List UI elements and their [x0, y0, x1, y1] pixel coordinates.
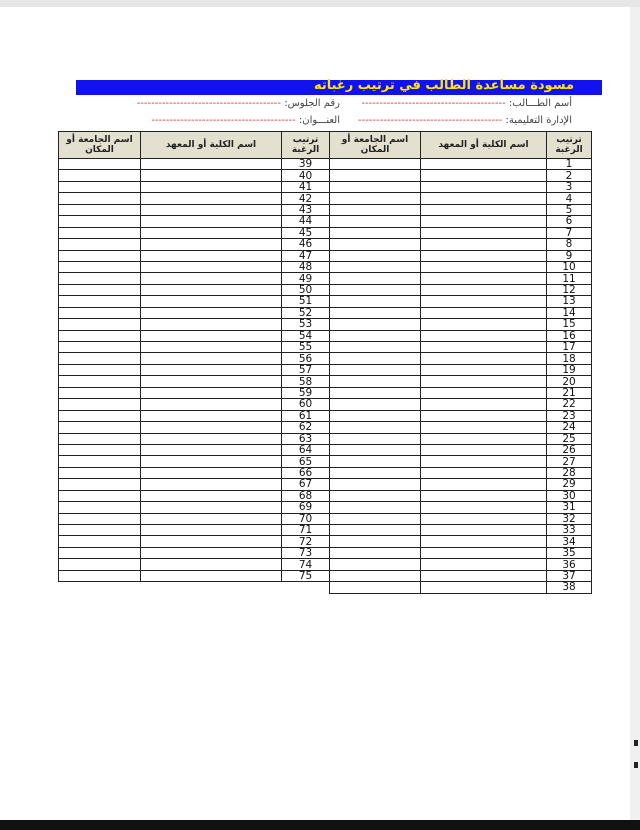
table-row — [59, 364, 592, 375]
rank-number-left: 73 — [282, 547, 330, 558]
table-row — [59, 227, 592, 238]
university-cell-right[interactable] — [330, 444, 421, 455]
university-cell-right[interactable] — [330, 570, 421, 581]
seat-number-row — [137, 98, 340, 110]
edu-admin-row — [358, 115, 572, 127]
college-cell-left[interactable] — [141, 204, 282, 215]
rank-number-left: 74 — [282, 559, 330, 570]
college-cell-left[interactable] — [141, 525, 282, 536]
rank-number-left: 63 — [282, 433, 330, 444]
edge-mark — [634, 740, 638, 746]
wishes-table — [58, 131, 592, 594]
rank-number-left: 59 — [282, 387, 330, 398]
college-cell-left[interactable] — [141, 261, 282, 272]
table-row — [59, 216, 592, 227]
table-row — [59, 319, 592, 330]
rank-number-left: 40 — [282, 170, 330, 181]
table-header-row — [59, 132, 592, 159]
table-row — [59, 502, 592, 513]
college-cell-right[interactable] — [421, 261, 547, 272]
university-cell-right[interactable] — [330, 364, 421, 375]
rank-number-left: 42 — [282, 193, 330, 204]
rank-number-left: 46 — [282, 239, 330, 250]
rank-number-right: 22 — [547, 399, 592, 410]
college-cell-right[interactable] — [421, 227, 547, 238]
table-row — [59, 239, 592, 250]
college-cell-left[interactable] — [141, 399, 282, 410]
college-cell-right[interactable] — [421, 193, 547, 204]
university-cell-right[interactable] — [330, 159, 421, 170]
rank-number-right: 30 — [547, 490, 592, 501]
rank-number-right: 38 — [547, 582, 592, 593]
rank-number-left: 44 — [282, 216, 330, 227]
college-cell-left[interactable] — [141, 239, 282, 250]
header-university-left: اسم الجامعة أو المكان — [59, 132, 141, 159]
rank-number-left: 65 — [282, 456, 330, 467]
college-cell-left[interactable] — [141, 330, 282, 341]
table-row — [59, 479, 592, 490]
rank-number-left: 66 — [282, 467, 330, 478]
university-cell-left[interactable] — [59, 319, 141, 330]
college-cell-right[interactable] — [421, 181, 547, 192]
university-cell-left[interactable] — [59, 216, 141, 227]
college-cell-left[interactable] — [141, 444, 282, 455]
college-cell-right[interactable] — [421, 513, 547, 524]
rank-number-left: 48 — [282, 261, 330, 272]
college-cell-right[interactable] — [421, 399, 547, 410]
college-cell-right[interactable] — [421, 456, 547, 467]
rank-number-right: 14 — [547, 307, 592, 318]
university-cell-left[interactable] — [59, 170, 141, 181]
rank-number-right: 2 — [547, 170, 592, 181]
university-cell-right[interactable] — [330, 353, 421, 364]
college-cell-right[interactable] — [421, 490, 547, 501]
table-row — [59, 307, 592, 318]
rank-number-right: 9 — [547, 250, 592, 261]
table-row — [59, 422, 592, 433]
table-row — [59, 444, 592, 455]
rank-number-left: 58 — [282, 376, 330, 387]
college-cell-left[interactable] — [141, 227, 282, 238]
rank-number-left: 47 — [282, 250, 330, 261]
rank-number-left: 55 — [282, 342, 330, 353]
rank-number-right: 11 — [547, 273, 592, 284]
college-cell-right[interactable] — [421, 204, 547, 215]
rank-number-left: 56 — [282, 353, 330, 364]
university-cell-right[interactable] — [330, 307, 421, 318]
college-cell-left[interactable] — [141, 456, 282, 467]
university-cell-left[interactable] — [59, 193, 141, 204]
rank-number-left: 45 — [282, 227, 330, 238]
university-cell-right[interactable] — [330, 319, 421, 330]
university-cell-left[interactable] — [59, 273, 141, 284]
table-row — [59, 273, 592, 284]
college-cell-right[interactable] — [421, 559, 547, 570]
university-cell-right[interactable] — [330, 467, 421, 478]
college-cell-right[interactable] — [421, 296, 547, 307]
university-cell-right[interactable] — [330, 284, 421, 295]
college-cell-right[interactable] — [421, 353, 547, 364]
university-cell-right[interactable] — [330, 250, 421, 261]
university-cell-right[interactable] — [330, 513, 421, 524]
empty-cell — [282, 582, 330, 593]
rank-number-left: 70 — [282, 513, 330, 524]
university-cell-right[interactable] — [330, 582, 421, 593]
table-row — [59, 536, 592, 547]
rank-number-right: 12 — [547, 284, 592, 295]
college-cell-right[interactable] — [421, 170, 547, 181]
rank-number-left: 72 — [282, 536, 330, 547]
college-cell-left[interactable] — [141, 296, 282, 307]
university-cell-left[interactable] — [59, 479, 141, 490]
university-cell-right[interactable] — [330, 479, 421, 490]
rank-number-left: 69 — [282, 502, 330, 513]
university-cell-left[interactable] — [59, 570, 141, 581]
rank-number-left: 49 — [282, 273, 330, 284]
university-cell-left[interactable] — [59, 250, 141, 261]
student-name-label: أسم الطـــالب: — [508, 98, 572, 109]
empty-cell — [59, 582, 141, 593]
university-cell-right[interactable] — [330, 422, 421, 433]
college-cell-left[interactable] — [141, 193, 282, 204]
empty-cell — [141, 582, 282, 593]
college-cell-right[interactable] — [421, 376, 547, 387]
university-cell-right[interactable] — [330, 490, 421, 501]
university-cell-right[interactable] — [330, 170, 421, 181]
college-cell-left[interactable] — [141, 181, 282, 192]
university-cell-left[interactable] — [59, 399, 141, 410]
college-cell-left[interactable] — [141, 273, 282, 284]
university-cell-left[interactable] — [59, 159, 141, 170]
college-cell-left[interactable] — [141, 342, 282, 353]
rank-number-left: 57 — [282, 364, 330, 375]
college-cell-right[interactable] — [421, 422, 547, 433]
college-cell-left[interactable] — [141, 467, 282, 478]
university-cell-left[interactable] — [59, 330, 141, 341]
university-cell-right[interactable] — [330, 204, 421, 215]
rank-number-right: 27 — [547, 456, 592, 467]
college-cell-left[interactable] — [141, 387, 282, 398]
college-cell-right[interactable] — [421, 216, 547, 227]
rank-number-left: 54 — [282, 330, 330, 341]
edge-mark — [634, 762, 638, 768]
rank-number-left: 51 — [282, 296, 330, 307]
title-banner — [76, 80, 602, 95]
rank-number-right: 4 — [547, 193, 592, 204]
rank-number-left: 39 — [282, 159, 330, 170]
college-cell-right[interactable] — [421, 364, 547, 375]
university-cell-right[interactable] — [330, 193, 421, 204]
rank-number-right: 31 — [547, 502, 592, 513]
university-cell-left[interactable] — [59, 227, 141, 238]
rank-number-right: 32 — [547, 513, 592, 524]
university-cell-left[interactable] — [59, 239, 141, 250]
rank-number-left: 53 — [282, 319, 330, 330]
college-cell-right[interactable] — [421, 387, 547, 398]
university-cell-left[interactable] — [59, 467, 141, 478]
university-cell-right[interactable] — [330, 239, 421, 250]
table-row — [59, 410, 592, 421]
university-cell-left[interactable] — [59, 284, 141, 295]
address-label: العنـــوان: — [298, 115, 340, 126]
form-title: مسودة مساعدة الطالب في ترتيب رغباته — [313, 78, 574, 93]
table-row — [59, 342, 592, 353]
university-cell-right[interactable] — [330, 410, 421, 421]
rank-number-right: 25 — [547, 433, 592, 444]
university-cell-right[interactable] — [330, 296, 421, 307]
rank-number-right: 21 — [547, 387, 592, 398]
college-cell-left[interactable] — [141, 536, 282, 547]
page-right-margin — [630, 7, 640, 820]
rank-number-right: 33 — [547, 525, 592, 536]
rank-number-left: 60 — [282, 399, 330, 410]
rank-number-right: 10 — [547, 261, 592, 272]
university-cell-right[interactable] — [330, 273, 421, 284]
table-row — [59, 399, 592, 410]
university-cell-left[interactable] — [59, 422, 141, 433]
table-row — [59, 204, 592, 215]
university-cell-right[interactable] — [330, 559, 421, 570]
college-cell-right[interactable] — [421, 284, 547, 295]
college-cell-right[interactable] — [421, 525, 547, 536]
rank-number-right: 17 — [547, 342, 592, 353]
university-cell-right[interactable] — [330, 525, 421, 536]
table-row — [59, 513, 592, 524]
table-row — [59, 559, 592, 570]
rank-number-right: 3 — [547, 181, 592, 192]
college-cell-right[interactable] — [421, 444, 547, 455]
college-cell-left[interactable] — [141, 410, 282, 421]
university-cell-left[interactable] — [59, 456, 141, 467]
university-cell-left[interactable] — [59, 364, 141, 375]
rank-number-right: 26 — [547, 444, 592, 455]
rank-number-left: 67 — [282, 479, 330, 490]
college-cell-right[interactable] — [421, 342, 547, 353]
college-cell-left[interactable] — [141, 376, 282, 387]
rank-number-right: 29 — [547, 479, 592, 490]
university-cell-left[interactable] — [59, 376, 141, 387]
table-row — [59, 193, 592, 204]
table-row — [59, 296, 592, 307]
university-cell-left[interactable] — [59, 307, 141, 318]
college-cell-right[interactable] — [421, 330, 547, 341]
window-bottom-edge — [0, 820, 640, 830]
university-cell-right[interactable] — [330, 502, 421, 513]
header-rank-left: ترتيب الرغبة — [282, 132, 330, 159]
college-cell-right[interactable] — [421, 570, 547, 581]
table-row — [59, 250, 592, 261]
college-cell-left[interactable] — [141, 559, 282, 570]
rank-number-left: 64 — [282, 444, 330, 455]
rank-number-right: 20 — [547, 376, 592, 387]
table-row — [59, 387, 592, 398]
table-row — [59, 547, 592, 558]
university-cell-left[interactable] — [59, 261, 141, 272]
rank-number-right: 7 — [547, 227, 592, 238]
college-cell-left[interactable] — [141, 570, 282, 581]
university-cell-right[interactable] — [330, 547, 421, 558]
university-cell-left[interactable] — [59, 502, 141, 513]
college-cell-right[interactable] — [421, 479, 547, 490]
address-row — [151, 115, 340, 127]
table-row — [59, 159, 592, 170]
address-field[interactable]: ---------------------------------------- — [151, 115, 296, 126]
rank-number-left: 52 — [282, 307, 330, 318]
college-cell-right[interactable] — [421, 536, 547, 547]
table-row — [59, 330, 592, 341]
college-cell-left[interactable] — [141, 170, 282, 181]
college-cell-right[interactable] — [421, 307, 547, 318]
university-cell-left[interactable] — [59, 353, 141, 364]
university-cell-left[interactable] — [59, 525, 141, 536]
university-cell-right[interactable] — [330, 330, 421, 341]
rank-number-right: 13 — [547, 296, 592, 307]
table-row — [59, 353, 592, 364]
rank-number-right: 5 — [547, 204, 592, 215]
university-cell-left[interactable] — [59, 410, 141, 421]
rank-number-right: 34 — [547, 536, 592, 547]
college-cell-left[interactable] — [141, 479, 282, 490]
university-cell-right[interactable] — [330, 181, 421, 192]
rank-number-right: 37 — [547, 570, 592, 581]
college-cell-left[interactable] — [141, 159, 282, 170]
college-cell-right[interactable] — [421, 582, 547, 593]
university-cell-left[interactable] — [59, 547, 141, 558]
student-name-field[interactable]: ---------------------------------------- — [361, 98, 506, 109]
university-cell-left[interactable] — [59, 204, 141, 215]
rank-number-right: 35 — [547, 547, 592, 558]
college-cell-left[interactable] — [141, 433, 282, 444]
college-cell-left[interactable] — [141, 502, 282, 513]
college-cell-left[interactable] — [141, 284, 282, 295]
college-cell-left[interactable] — [141, 319, 282, 330]
table-row — [59, 525, 592, 536]
university-cell-left[interactable] — [59, 342, 141, 353]
rank-number-left: 75 — [282, 570, 330, 581]
university-cell-left[interactable] — [59, 490, 141, 501]
header-rank-right: ترتيب الرغبة — [547, 132, 592, 159]
rank-number-left: 61 — [282, 410, 330, 421]
rank-number-right: 23 — [547, 410, 592, 421]
header-college-left: اسم الكلية أو المعهد — [141, 132, 282, 159]
university-cell-left[interactable] — [59, 536, 141, 547]
student-name-row — [361, 98, 572, 110]
university-cell-right[interactable] — [330, 342, 421, 353]
rank-number-left: 62 — [282, 422, 330, 433]
table-row — [59, 570, 592, 581]
university-cell-right[interactable] — [330, 376, 421, 387]
college-cell-left[interactable] — [141, 513, 282, 524]
university-cell-right[interactable] — [330, 227, 421, 238]
college-cell-left[interactable] — [141, 547, 282, 558]
seat-number-field[interactable]: ---------------------------------------- — [136, 98, 282, 109]
rank-number-left: 71 — [282, 525, 330, 536]
table-row — [59, 181, 592, 192]
college-cell-right[interactable] — [421, 159, 547, 170]
rank-number-right: 1 — [547, 159, 592, 170]
university-cell-left[interactable] — [59, 559, 141, 570]
college-cell-right[interactable] — [421, 273, 547, 284]
university-cell-right[interactable] — [330, 387, 421, 398]
table-row — [59, 490, 592, 501]
university-cell-right[interactable] — [330, 433, 421, 444]
college-cell-left[interactable] — [141, 364, 282, 375]
table-row — [59, 261, 592, 272]
table-row — [59, 433, 592, 444]
college-cell-left[interactable] — [141, 490, 282, 501]
university-cell-left[interactable] — [59, 296, 141, 307]
college-cell-right[interactable] — [421, 319, 547, 330]
rank-number-right: 36 — [547, 559, 592, 570]
rank-number-left: 43 — [282, 204, 330, 215]
rank-number-right: 15 — [547, 319, 592, 330]
table-row — [59, 376, 592, 387]
university-cell-left[interactable] — [59, 387, 141, 398]
college-cell-right[interactable] — [421, 239, 547, 250]
rank-number-right: 24 — [547, 422, 592, 433]
edu-admin-field[interactable]: ---------------------------------------- — [357, 115, 503, 126]
university-cell-right[interactable] — [330, 261, 421, 272]
edu-admin-label: الإدارة التعليمية: — [505, 115, 572, 126]
university-cell-left[interactable] — [59, 181, 141, 192]
rank-number-right: 28 — [547, 467, 592, 478]
table-row — [59, 456, 592, 467]
table-row — [59, 582, 592, 593]
table-row — [59, 284, 592, 295]
college-cell-left[interactable] — [141, 216, 282, 227]
university-cell-right[interactable] — [330, 216, 421, 227]
table-row — [59, 170, 592, 181]
rank-number-left: 68 — [282, 490, 330, 501]
rank-number-right: 16 — [547, 330, 592, 341]
university-cell-right[interactable] — [330, 399, 421, 410]
college-cell-right[interactable] — [421, 502, 547, 513]
rank-number-right: 19 — [547, 364, 592, 375]
header-college-right: اسم الكلية أو المعهد — [421, 132, 547, 159]
window-top-edge — [0, 0, 640, 7]
rank-number-left: 50 — [282, 284, 330, 295]
university-cell-right[interactable] — [330, 456, 421, 467]
rank-number-right: 6 — [547, 216, 592, 227]
college-cell-right[interactable] — [421, 547, 547, 558]
college-cell-left[interactable] — [141, 307, 282, 318]
college-cell-left[interactable] — [141, 250, 282, 261]
rank-number-right: 8 — [547, 239, 592, 250]
rank-number-right: 18 — [547, 353, 592, 364]
university-cell-left[interactable] — [59, 513, 141, 524]
rank-number-left: 41 — [282, 181, 330, 192]
university-cell-left[interactable] — [59, 433, 141, 444]
college-cell-right[interactable] — [421, 250, 547, 261]
table-row — [59, 467, 592, 478]
college-cell-left[interactable] — [141, 353, 282, 364]
college-cell-left[interactable] — [141, 422, 282, 433]
college-cell-right[interactable] — [421, 410, 547, 421]
university-cell-right[interactable] — [330, 536, 421, 547]
header-university-right: اسم الجامعة أو المكان — [330, 132, 421, 159]
seat-number-label: رقم الجلوس: — [284, 98, 340, 109]
college-cell-right[interactable] — [421, 433, 547, 444]
college-cell-right[interactable] — [421, 467, 547, 478]
university-cell-left[interactable] — [59, 444, 141, 455]
